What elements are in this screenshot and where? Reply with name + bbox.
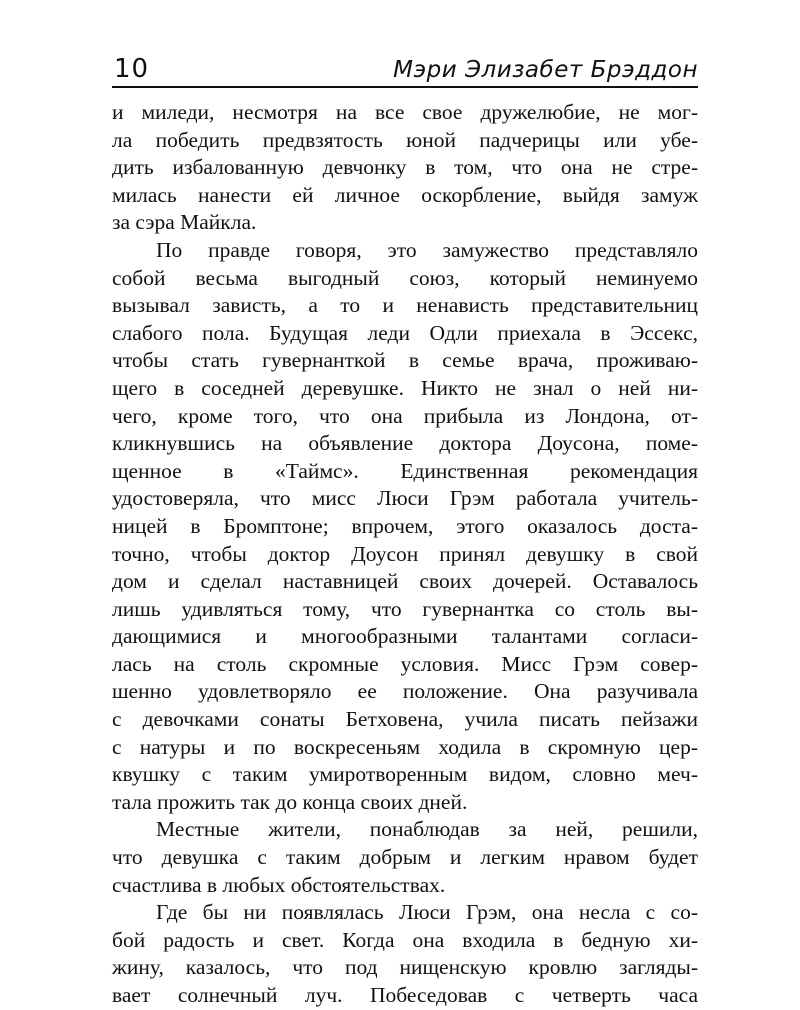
paragraph <box>112 899 698 1009</box>
text-line: слабого пола. Будущая леди Одли приехала в Эссекс, <box>112 320 698 345</box>
text-line: лась на столь скромные условия. Мисс Грэм совер- <box>112 651 698 676</box>
text-line: дающимися и многообразными талантами согласи- <box>112 624 698 649</box>
text-line: дом и сделал наставницей своих дочерей. Оставалось <box>112 569 698 594</box>
text-line: вызывал зависть, а то и ненависть представительниц <box>112 293 698 318</box>
text-line: с девочками сонаты Бетховена, учила писать пейзажи <box>112 707 698 732</box>
paragraph <box>112 99 698 237</box>
text-line: с натуры и по воскресеньям ходила в скромную цер- <box>112 734 698 759</box>
text-line: что девушка с таким добрым и легким нравом будет <box>112 845 698 870</box>
text-line: счастлива в любых обстоятельствах. <box>112 872 446 897</box>
text-line: за сэра Майкла. <box>112 210 257 235</box>
body-text <box>112 99 698 1010</box>
text-line: ла победить предвзятость юной падчерицы или убе- <box>112 127 698 152</box>
paragraph <box>112 237 698 816</box>
text-line: чего, кроме того, что она прибыла из Лондона, от- <box>112 403 698 428</box>
text-line: шенно удовлетворяло ее положение. Она разучивала <box>112 679 698 704</box>
text-line: точно, чтобы доктор Доусон принял девушку в свой <box>112 541 698 566</box>
text-line: лишь удивляться тому, что гувернантка со столь вы- <box>112 596 698 621</box>
text-line: милась нанести ей личное оскорбление, выйдя замуж <box>112 182 698 207</box>
text-line: и миледи, несмотря на все свое дружелюбие, не мог- <box>112 100 698 124</box>
text-line: чтобы стать гувернанткой в семье врача, проживаю- <box>112 348 698 373</box>
book-page <box>112 50 698 1010</box>
text-line: тала прожить так до конца своих дней. <box>112 789 468 814</box>
text-line: квушку с таким умиротворенным видом, словно меч- <box>112 762 698 787</box>
text-line: щенное в «Таймс». Единственная рекомендация <box>112 458 698 483</box>
text-line: По правде говоря, это замужество представляло <box>156 237 698 262</box>
text-line: дить избалованную девчонку в том, что она не стре- <box>112 155 698 180</box>
text-line: собой весьма выгодный союз, который неминуемо <box>112 265 698 290</box>
text-line: вает солнечный луч. Побеседовав с четверть часа <box>112 983 698 1007</box>
text-line: щего в соседней деревушке. Никто не знал о ней ни- <box>112 375 698 400</box>
text-line: кликнувшись на объявление доктора Доусона, поме- <box>112 431 698 456</box>
text-line: жину, казалось, что под нищенскую кровлю загляды- <box>112 955 698 980</box>
page-number: 10 <box>114 54 150 84</box>
running-head-author: Мэри Элизабет Брэддон <box>393 57 698 83</box>
text-line: ницей в Бромптоне; впрочем, этого оказалось доста- <box>112 513 698 538</box>
text-line: Где бы ни появлялась Люси Грэм, она несла с со- <box>156 900 698 925</box>
text-line: Местные жители, понаблюдав за ней, решили, <box>156 817 698 842</box>
page-header <box>112 50 698 88</box>
text-line: удостоверяла, что мисс Люси Грэм работала учитель- <box>112 486 698 511</box>
paragraph <box>112 816 698 899</box>
text-line: бой радость и свет. Когда она входила в бедную хи- <box>112 927 698 952</box>
